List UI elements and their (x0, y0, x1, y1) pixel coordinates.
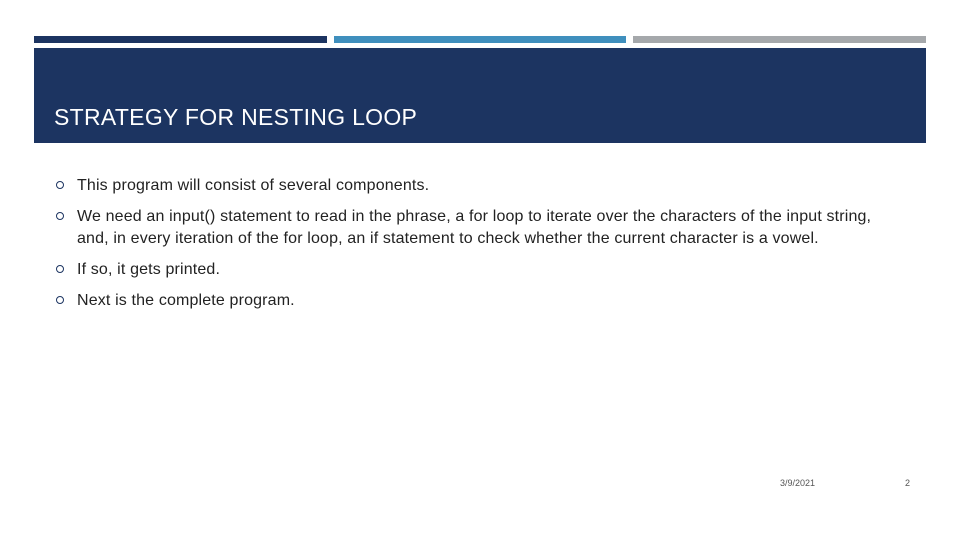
circle-bullet-icon (56, 212, 64, 220)
bullet-item (56, 290, 906, 312)
accent-bar-gray (633, 36, 926, 43)
bullet-text: We need an input() statement to read in the phrase, a for loop to iterate over the characters of the input string, and, in every iteration of the for loop, an if statement to check whether the current character is a vowel. (77, 208, 872, 247)
circle-bullet-icon (56, 265, 64, 273)
title-band (34, 48, 926, 143)
footer-page-number: 2 (904, 478, 910, 488)
bullet-item (56, 206, 906, 250)
accent-bar-navy (34, 36, 327, 43)
footer-date: 3/9/2021 (779, 478, 816, 488)
bullet-item (56, 175, 906, 197)
bullet-text: Next is the complete program. (77, 292, 295, 309)
bullet-list (56, 175, 906, 321)
bullet-text: If so, it gets printed. (77, 261, 221, 278)
circle-bullet-icon (56, 296, 64, 304)
bullet-text: This program will consist of several components. (77, 177, 430, 194)
accent-bar-blue (334, 36, 626, 43)
circle-bullet-icon (56, 181, 64, 189)
slide-title: STRATEGY FOR NESTING LOOP (54, 104, 418, 130)
bullet-item (56, 259, 906, 281)
